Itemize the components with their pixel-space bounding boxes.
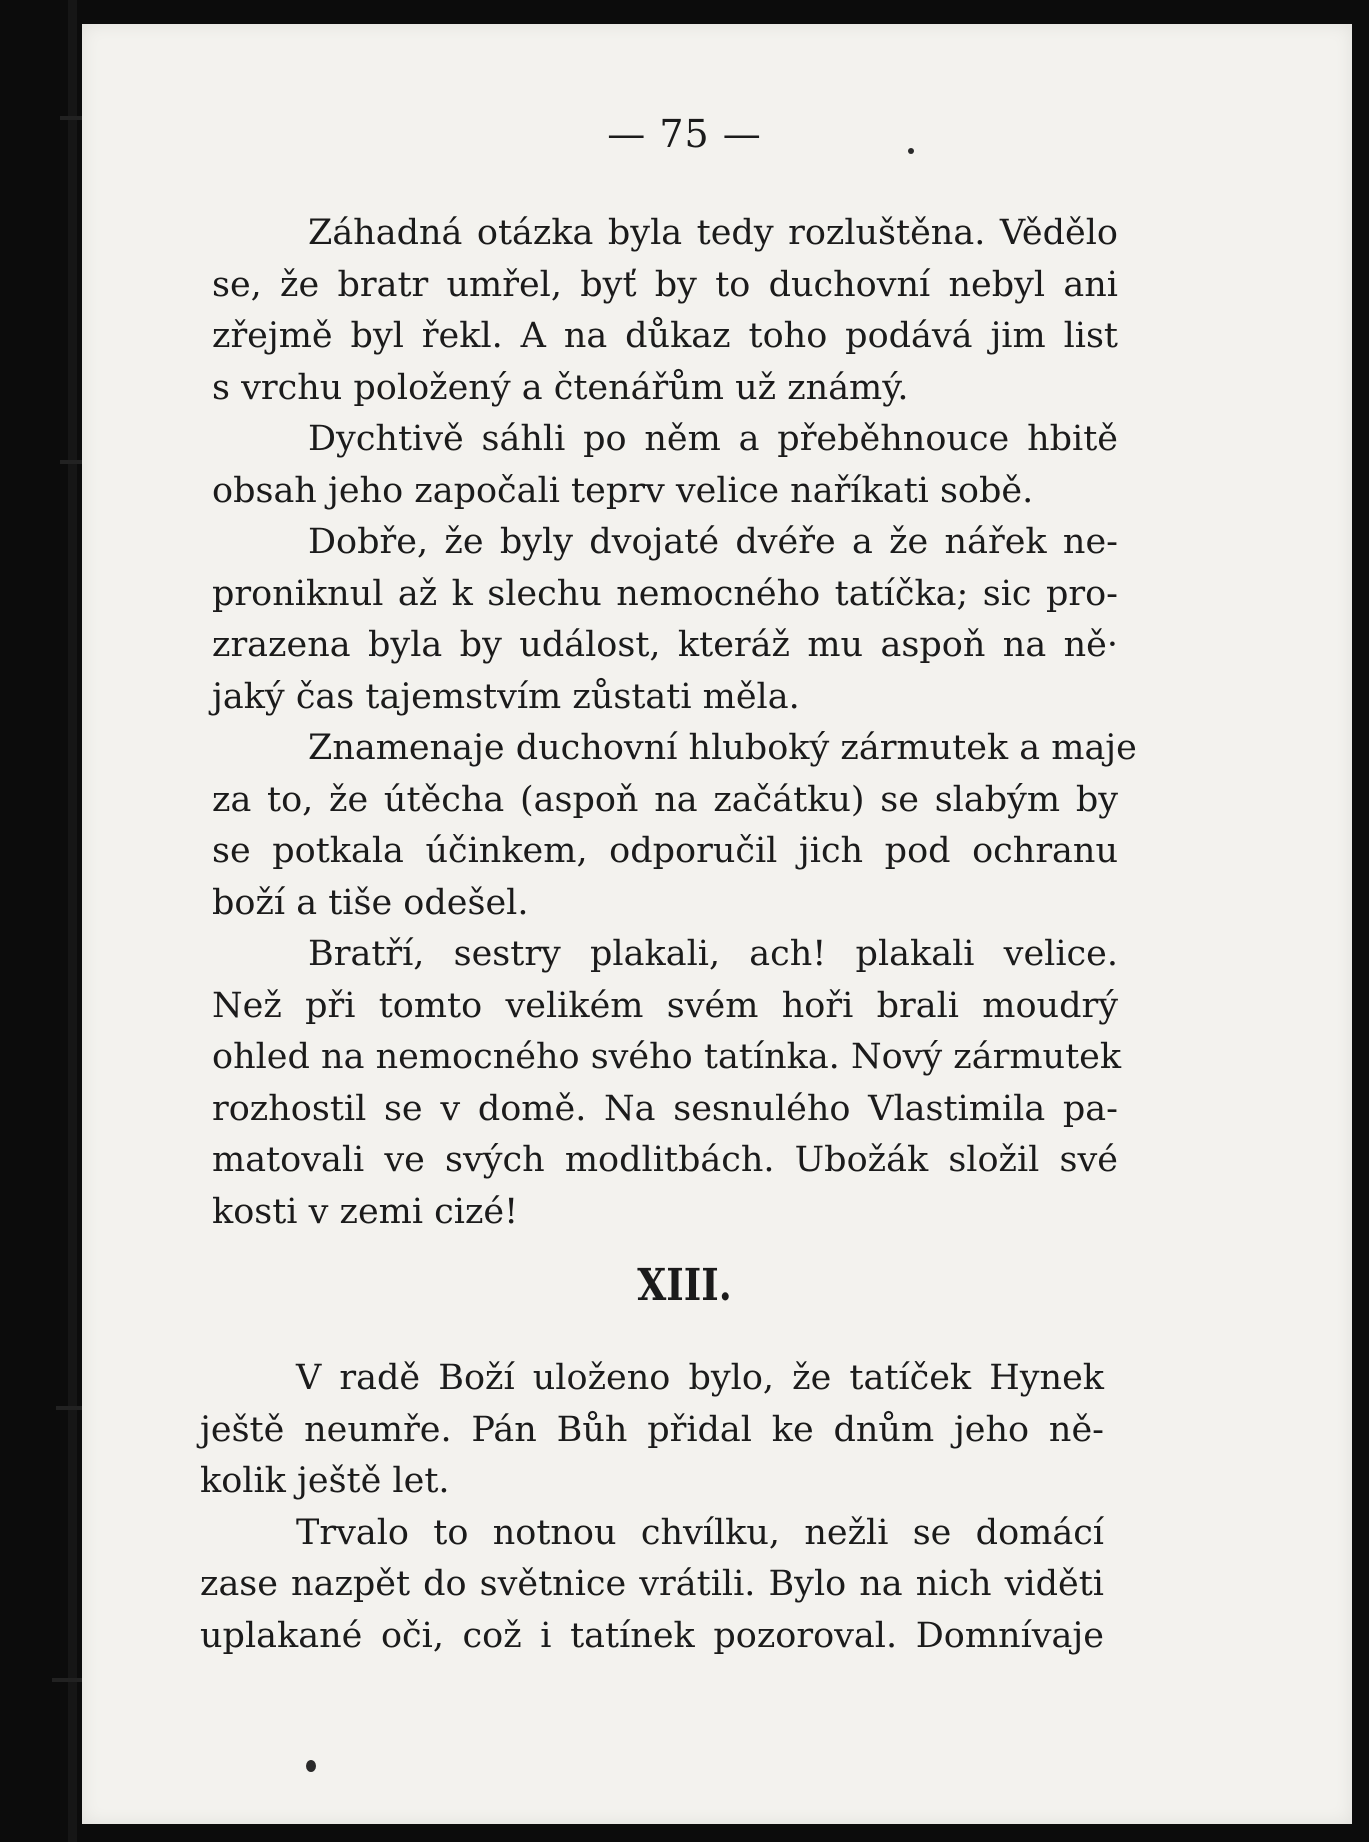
text-line: proniknul až k slechu nemocného tatíčka; sic pro- [212,573,1118,614]
text-line: V radě Boží uloženo bylo, že tatíček Hynek [296,1358,1104,1398]
text-line: za to, že útěcha (aspoň na začátku) se slabým by [212,779,1118,820]
text-line: zrazena byla by událost, kteráž mu aspoň na ně· [212,625,1118,665]
text-line: ještě neumře. Pán Bůh přidal ke dnům jeho ně- [200,1409,1104,1450]
text-line: Bratří, sestry plakali, ach! plakali velice. [308,934,1118,974]
text-line: Trvalo to notnou chvílku, nežli se domácí [296,1512,1104,1553]
text-line: jaký čas tajemstvím zůstati měla. [212,676,800,717]
text-line: zřejmě byl řekl. A na důkaz toho podává jim list [212,316,1118,356]
chapter-heading: XIII. [637,1260,732,1311]
text-line: Znamenaje duchovní hluboký zármutek a maje [308,728,1137,768]
text-line: boží a tiše odešel. [212,882,529,923]
text-line: se potkala účinkem, odporučil jich pod ochranu [212,831,1118,871]
ink-speck [306,1760,316,1772]
text-line: obsah jeho započali teprv velice naříkati sobě. [212,470,1034,511]
page-number: — 75 — [607,112,762,156]
body-text-before-chapter [212,208,1137,1238]
text-line: uplakané oči, což i tatínek pozoroval. Domnívaje [200,1615,1104,1656]
text-line: s vrchu položený a čtenářům už známý. [212,367,909,408]
book-gutter-edge [68,0,77,1842]
text-line: kolik ještě let. [200,1461,450,1501]
text-line: Dychtivě sáhli po něm a přeběhnouce hbitě [308,419,1118,459]
text-line: rozhostil se v domě. Na sesnulého Vlastimila pa- [212,1088,1118,1129]
text-line: ohled na nemocného svého tatínka. Nový zármutek [212,1037,1122,1077]
gutter-mark [52,1678,82,1682]
text-line: Než při tomto velikém svém hoři brali moudrý [212,985,1118,1026]
ink-speck [908,148,914,154]
text-line: se, že bratr umřel, byť by to duchovní nebyl ani [212,264,1118,305]
text-line: matovali ve svých modlitbách. Ubožák složil své [212,1140,1118,1180]
text-line: Záhadná otázka byla tedy rozluštěna. Vědělo [308,213,1118,253]
text-line: kosti v zemi cizé! [212,1191,519,1232]
text-line: zase nazpět do světnice vrátili. Bylo na nich viděti [200,1564,1104,1604]
text-line: Dobře, že byly dvojaté dvéře a že nářek ne- [308,522,1118,562]
body-text-chapter-xiii [200,1353,1104,1662]
